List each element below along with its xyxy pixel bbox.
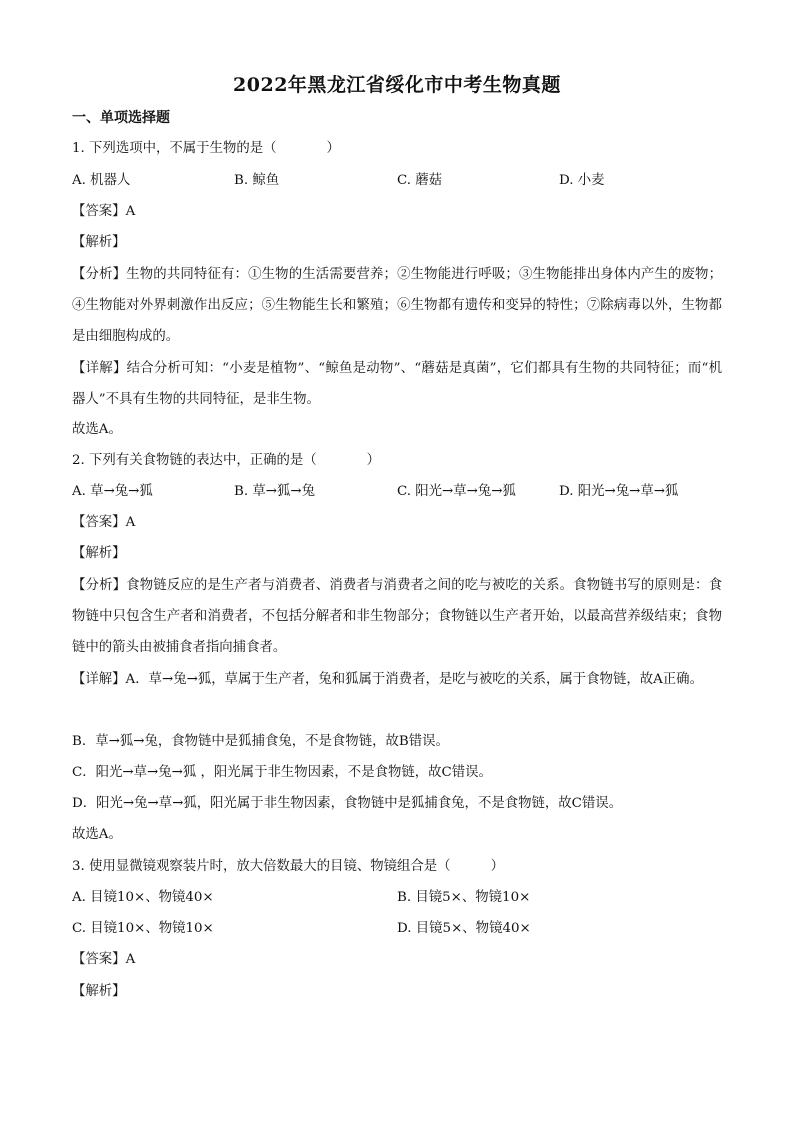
question-3-option-b: B. 目镜5×、物镜10× [397,890,531,905]
question-2-fenxi: 【分析】食物链反应的是生产者与消费者、消费者与消费者之间的吃与被吃的关系。食物链书写的原则是：食物链中只包含生产者和消费者，不包括分解者和非生物部分；食物链以生产者开始，以最高营养级结束；食物链中的箭头由被捕食者指向捕食者。 [72,578,722,655]
question-3-option-a: A. 目镜10×、物镜40× [72,890,214,905]
question-2-detail-d: D．阳光→兔→草→狐，阳光属于非生物因素，食物链中是狐捕食兔，不是食物链，故C错误。 [72,796,623,811]
question-3-stem-close: ） [490,859,504,874]
question-2-conclusion: 故选A。 [72,827,122,842]
question-3-option-c: C. 目镜10×、物镜10× [72,921,214,936]
section-heading: 一、单项选择题 [72,110,170,126]
question-1-option-c: C. 蘑菇 [397,173,443,188]
answer-label: 【答案】 [72,515,126,530]
question-3-option-d: D. 目镜5×、物镜40× [397,921,531,936]
question-2-analysis-label: 【解析】 [72,546,126,561]
question-2-option-d: D. 阳光→兔→草→狐 [559,484,679,499]
answer-value: A [125,515,136,530]
answer-value: A [125,952,136,967]
question-1-fenxi: 【分析】生物的共同特征有：①生物的生活需要营养；②生物能进行呼吸；③生物能排出身体内产生的废物；④生物能对外界刺激作出反应；⑤生物能生长和繁殖；⑥生物都有遗传和变异的特性；⑦除病毒以外，生物都是由细胞构成的。 [72,267,722,344]
question-3-stem-text: 3. 使用显微镜观察装片时，放大倍数最大的目镜、物镜组合是（ [72,859,451,874]
question-2-option-a: A. 草→兔→狐 [72,484,153,499]
question-2-detail-c: C．阳光→草→兔→狐 ，阳光属于非生物因素，不是食物链，故C错误。 [72,765,492,780]
question-3-stem [72,857,732,877]
question-2-detail-b: B．草→狐→兔，食物链中是狐捕食兔，不是食物链，故B错误。 [72,734,449,749]
question-2-stem-text: 2. 下列有关食物链的表达中，正确的是（ [72,453,317,468]
question-2-option-c: C. 阳光→草→兔→狐 [397,484,516,499]
answer-label: 【答案】 [72,204,126,219]
question-1-option-a: A. 机器人 [72,173,131,188]
answer-label: 【答案】 [72,952,126,967]
question-1-stem-text: 1. 下列选项中，不属于生物的是（ [72,141,277,156]
question-2-stem-close: ） [366,453,381,468]
question-2-stem [72,451,732,471]
question-2-option-b: B. 草→狐→兔 [234,484,315,499]
question-1-analysis-label: 【解析】 [72,235,126,250]
page-title: 2022年黑龙江省绥化市中考生物真题 [233,74,561,96]
question-2-xiangjie: 【详解】A．草→兔→狐，草属于生产者，兔和狐属于消费者，是吃与被吃的关系，属于食物链，故A正确。 [72,672,703,687]
question-1-conclusion: 故选A。 [72,422,122,437]
question-1-option-b: B. 鲸鱼 [234,173,280,188]
question-1-xiangjie: 【详解】结合分析可知：“小麦是植物”、“鲸鱼是动物”、“蘑菇是真菌”，它们都具有生物的共同特征；而“机器人”不具有生物的共同特征，是非生物。 [72,361,722,407]
question-3-analysis-label: 【解析】 [72,984,126,999]
question-1-answer [72,202,732,222]
question-2-answer [72,513,732,533]
answer-value: A [125,204,136,219]
question-3-answer [72,950,732,970]
question-1-stem [72,139,732,159]
question-1-stem-close: ） [326,141,340,156]
question-1-option-d: D. 小麦 [559,173,605,188]
